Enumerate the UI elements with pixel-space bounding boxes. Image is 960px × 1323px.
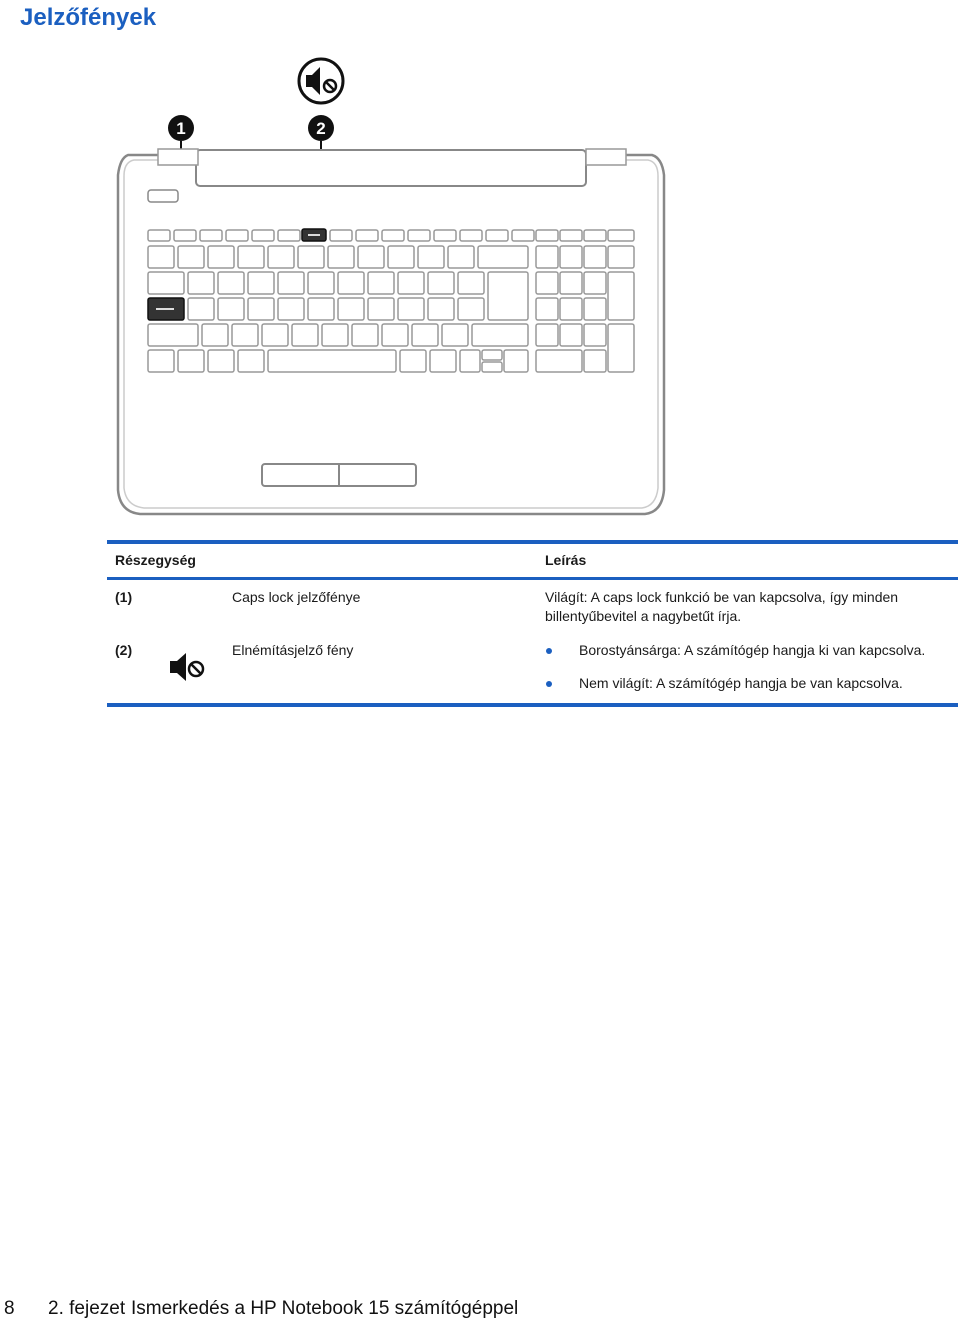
chapter-title: Ismerkedés a HP Notebook 15 számítógéppel <box>131 1298 519 1319</box>
row-2-bullet-2: Nem világít: A számítógép hangja be van kapcsolva. <box>579 675 903 691</box>
mute-callout-icon <box>299 59 343 103</box>
page-number: 8 <box>4 1298 15 1319</box>
row-1-name: Caps lock jelzőfénye <box>232 589 361 605</box>
row-2-bullet-1: Borostyánsárga: A számítógép hangja ki van kapcsolva. <box>579 642 926 658</box>
page-title: Jelzőfények <box>20 4 157 31</box>
callout-1-badge <box>168 115 194 141</box>
header-description: Leírás <box>545 552 587 568</box>
svg-text:1: 1 <box>176 119 186 138</box>
header-component: Részegység <box>115 552 196 568</box>
bullet-icon <box>546 648 552 654</box>
table-bottom-rule <box>107 703 958 707</box>
svg-text:2: 2 <box>316 119 326 138</box>
table-header-rule <box>107 577 958 580</box>
callout-2-badge <box>308 115 334 141</box>
row-2-number: (2) <box>115 642 133 658</box>
chapter-label: 2. fejezet <box>48 1298 126 1319</box>
table-top-rule <box>107 540 958 544</box>
row-2-name: Elnémításjelző fény <box>232 642 354 658</box>
row-1-description-line-1: Világít: A caps lock funkció be van kapcsolva, így minden <box>545 589 899 605</box>
row-1-description-line-2: billentyűbevitel a nagybetűt írja. <box>545 608 742 624</box>
laptop-keyboard-figure <box>100 50 690 530</box>
bullet-icon <box>546 681 552 687</box>
mute-speaker-icon <box>166 650 206 684</box>
row-1-number: (1) <box>115 589 133 605</box>
